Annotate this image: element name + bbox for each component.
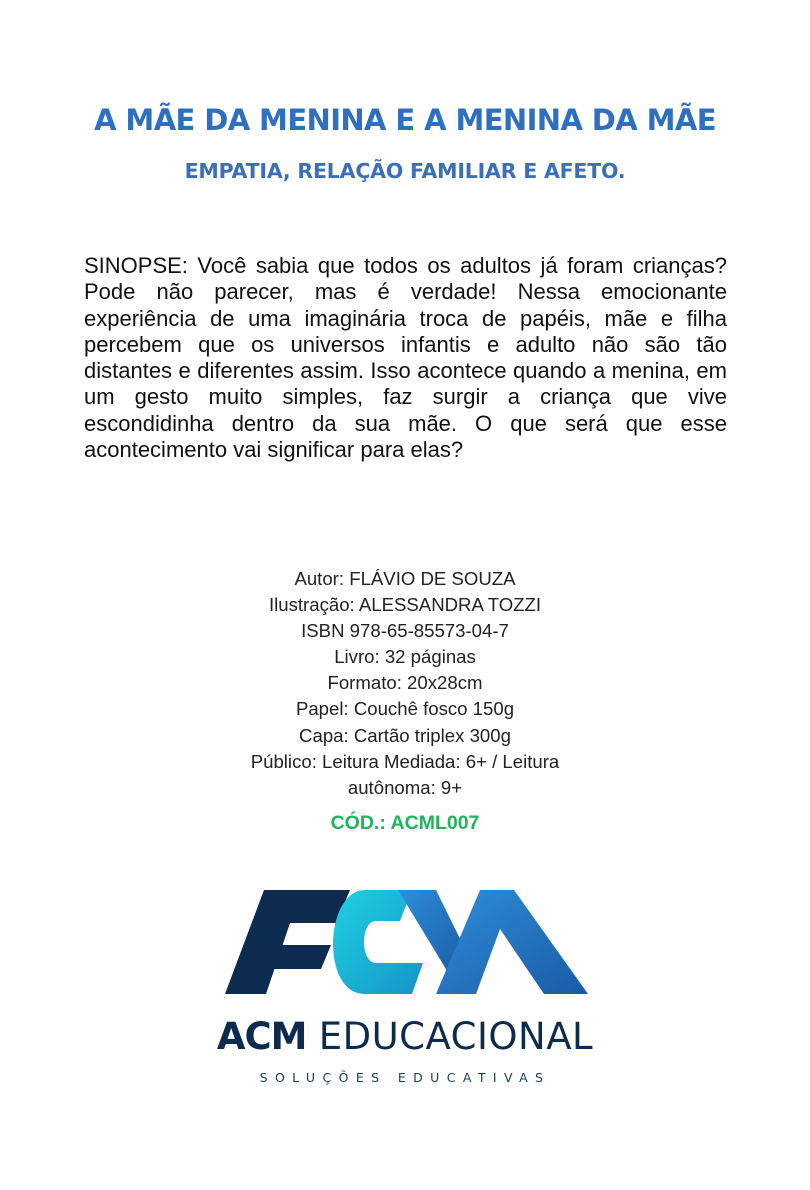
spec-pages: Livro: 32 páginas [334, 646, 476, 668]
spec-audience-cont: autônoma: 9+ [347, 776, 463, 798]
brand-name [190, 1015, 620, 1058]
book-title: A MÃE DA MENINA E A MENINA DA MÃE [94, 103, 716, 137]
spec-author: Autor: FLÁVIO DE SOUZA [294, 568, 516, 589]
spec-isbn: ISBN 978-65-85573-04-7 [301, 620, 509, 642]
logo-letter-a-bar [270, 945, 331, 969]
acm-logo-icon [190, 883, 620, 1008]
spec-cover: Capa: Cartão triplex 300g [299, 724, 511, 746]
spec-illustration: Ilustração: ALESSANDRA TOZZI [268, 594, 542, 616]
spec-format: Formato: 20x28cm [327, 672, 483, 694]
book-subtitle: EMPATIA, RELAÇÃO FAMILIAR E AFETO. [184, 159, 626, 183]
synopsis-text: SINOPSE: Você sabia que todos os adultos já foram crianças? Pode não parecer, mas é verdade! Nessa emocionante experiência de uma imaginária troca de papéis, mãe e filha percebem que os universos infantis e adulto não são tão distantes e diferentes assim. Isso acontece quando a menina, em um gesto muito simples, faz surgir a criança que vive escondidinha dentro da sua mãe. O que será que esse acontecimento vai significar para elas? [84, 253, 727, 463]
book-specs [205, 566, 605, 801]
spec-paper: Papel: Couchê fosco 150g [295, 698, 515, 720]
brand-name-bold: ACM [216, 1015, 307, 1058]
spec-audience: Público: Leitura Mediada: 6+ / Leitura [250, 750, 560, 772]
brand-name-regular: EDUCACIONAL [318, 1015, 594, 1058]
product-code: CÓD.: ACML007 [330, 812, 480, 834]
brand-tagline: SOLUÇÕES EDUCATIVAS [259, 1070, 551, 1085]
logo-letter-a [225, 890, 350, 994]
logo-letter-m-right [436, 890, 588, 994]
